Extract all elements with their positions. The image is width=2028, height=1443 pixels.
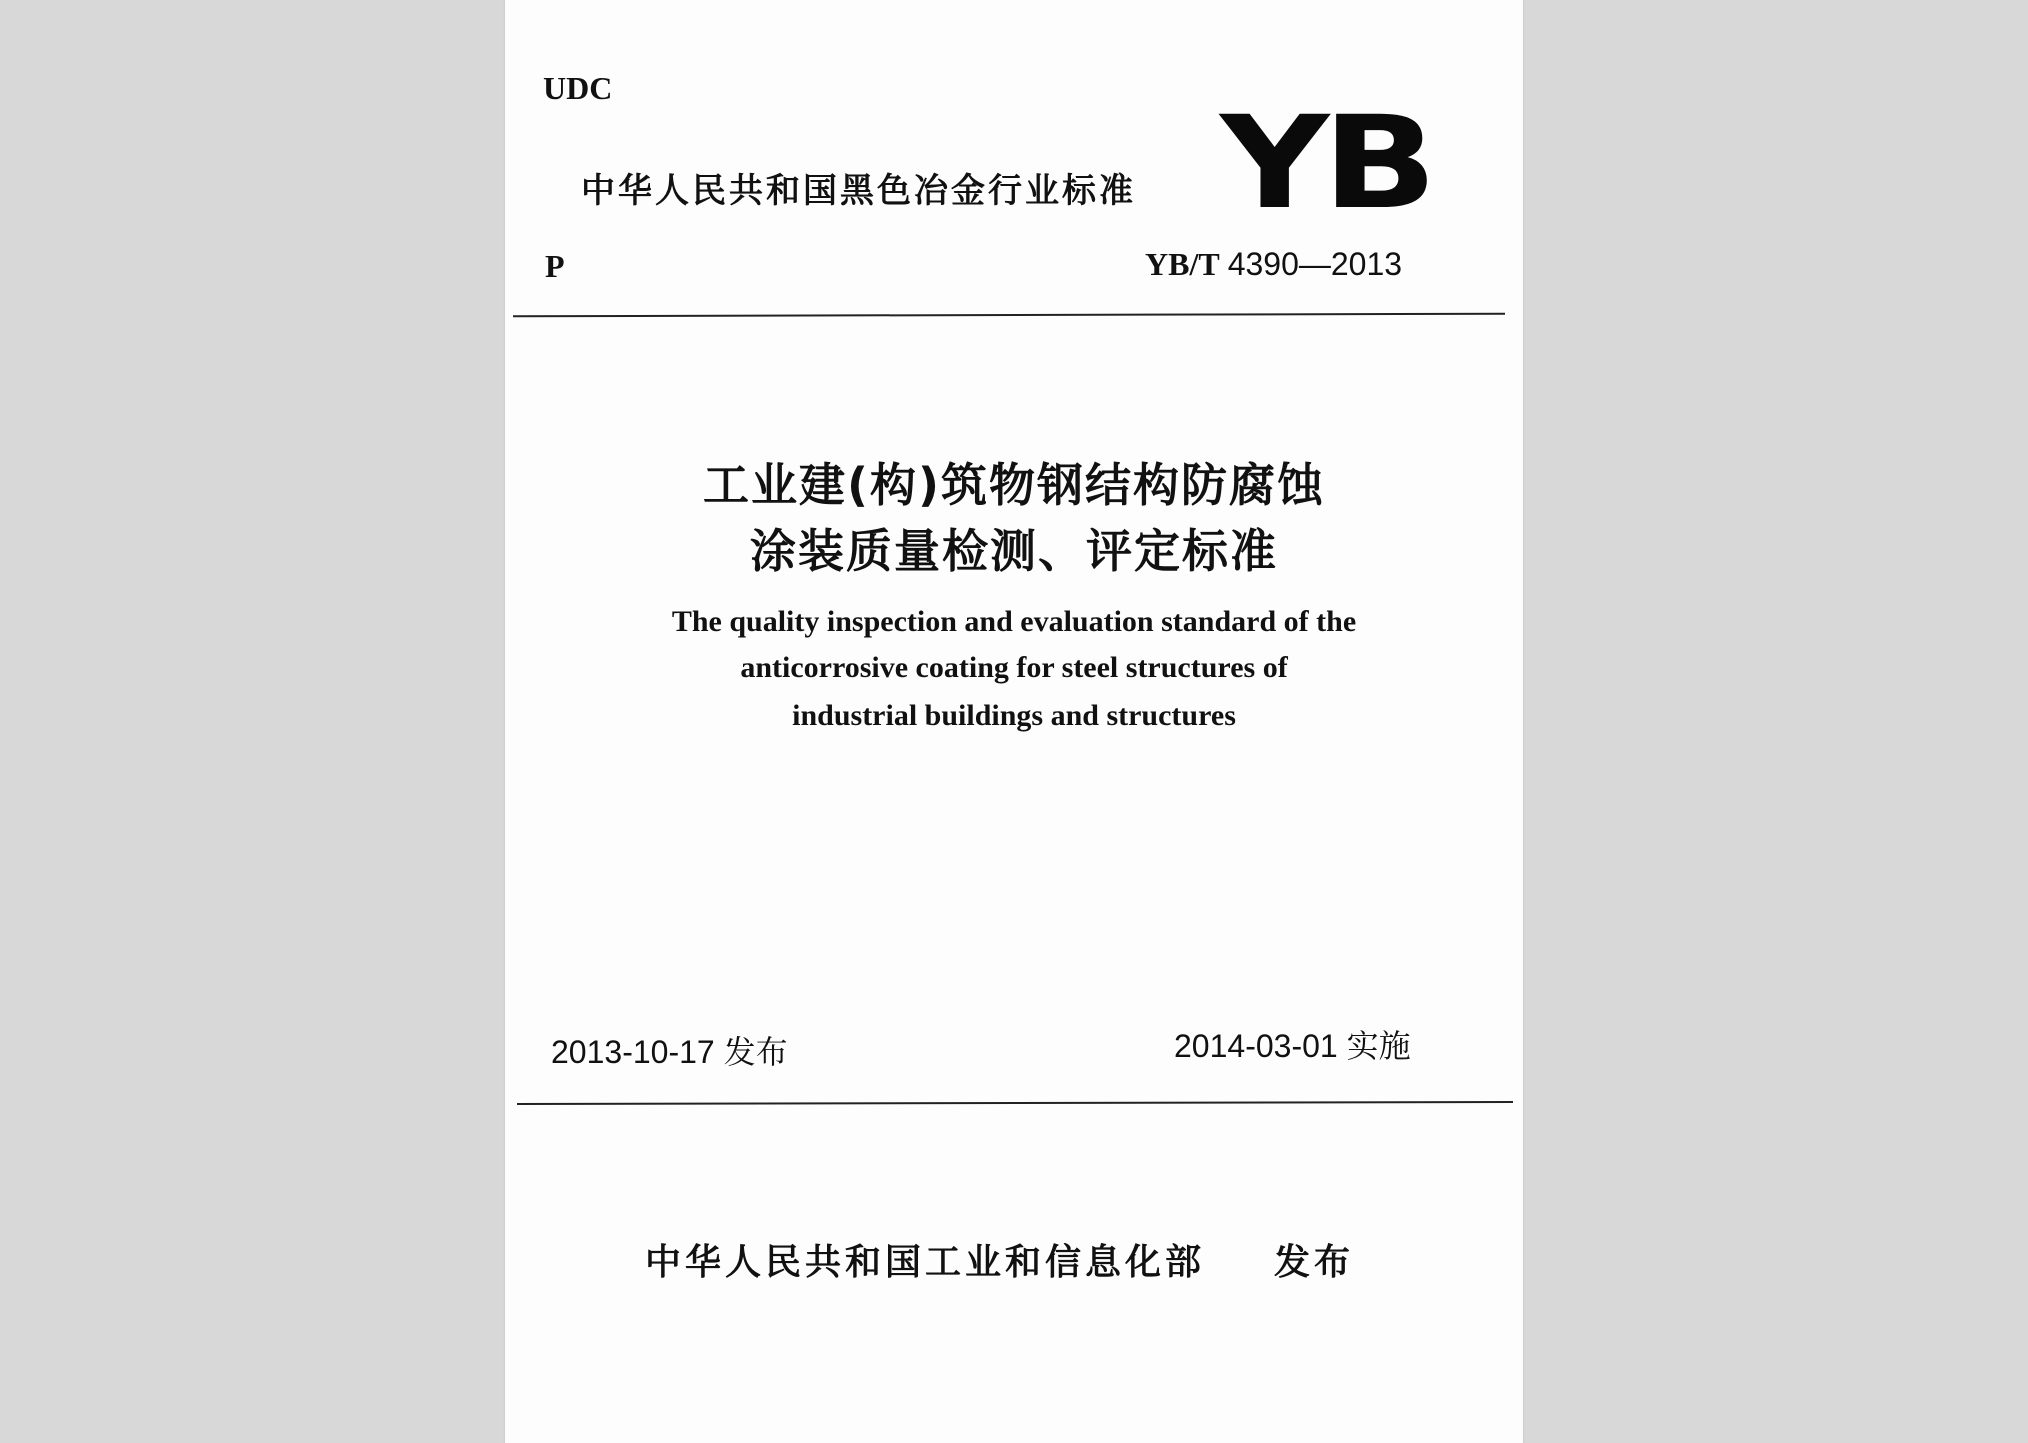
bottom-divider bbox=[517, 1101, 1513, 1105]
udc-label: UDC bbox=[543, 70, 613, 106]
standard-code-prefix: YB/T bbox=[1145, 246, 1220, 282]
title-en-line-2: anticorrosive coating for steel structures of bbox=[740, 651, 1288, 684]
standard-code bbox=[1145, 248, 1402, 280]
top-divider bbox=[513, 313, 1505, 318]
title-cn-line-2: 涂装质量检测、评定标准 bbox=[750, 524, 1278, 578]
classification-code: P bbox=[545, 248, 565, 284]
yb-logo: YB bbox=[1220, 89, 1431, 238]
publisher-action: 发布 bbox=[1274, 1242, 1355, 1283]
publisher-name: 中华人民共和国工业和信息化部 bbox=[645, 1242, 1206, 1283]
industry-standard-label: 中华人民共和国黑色冶金行业标准 bbox=[581, 171, 1136, 211]
title-en-line-3: industrial buildings and structures bbox=[792, 699, 1236, 732]
title-en-line-1: The quality inspection and evaluation standard of the bbox=[671, 605, 1357, 638]
document-page bbox=[505, 0, 1523, 1443]
implementation-date: 2014-03-01 实施 bbox=[1174, 1028, 1411, 1064]
standard-code-number: 4390—2013 bbox=[1227, 246, 1403, 282]
issue-date: 2013-10-17 发布 bbox=[551, 1034, 788, 1070]
title-cn-line-1: 工业建(构)筑物钢结构防腐蚀 bbox=[702, 458, 1326, 512]
